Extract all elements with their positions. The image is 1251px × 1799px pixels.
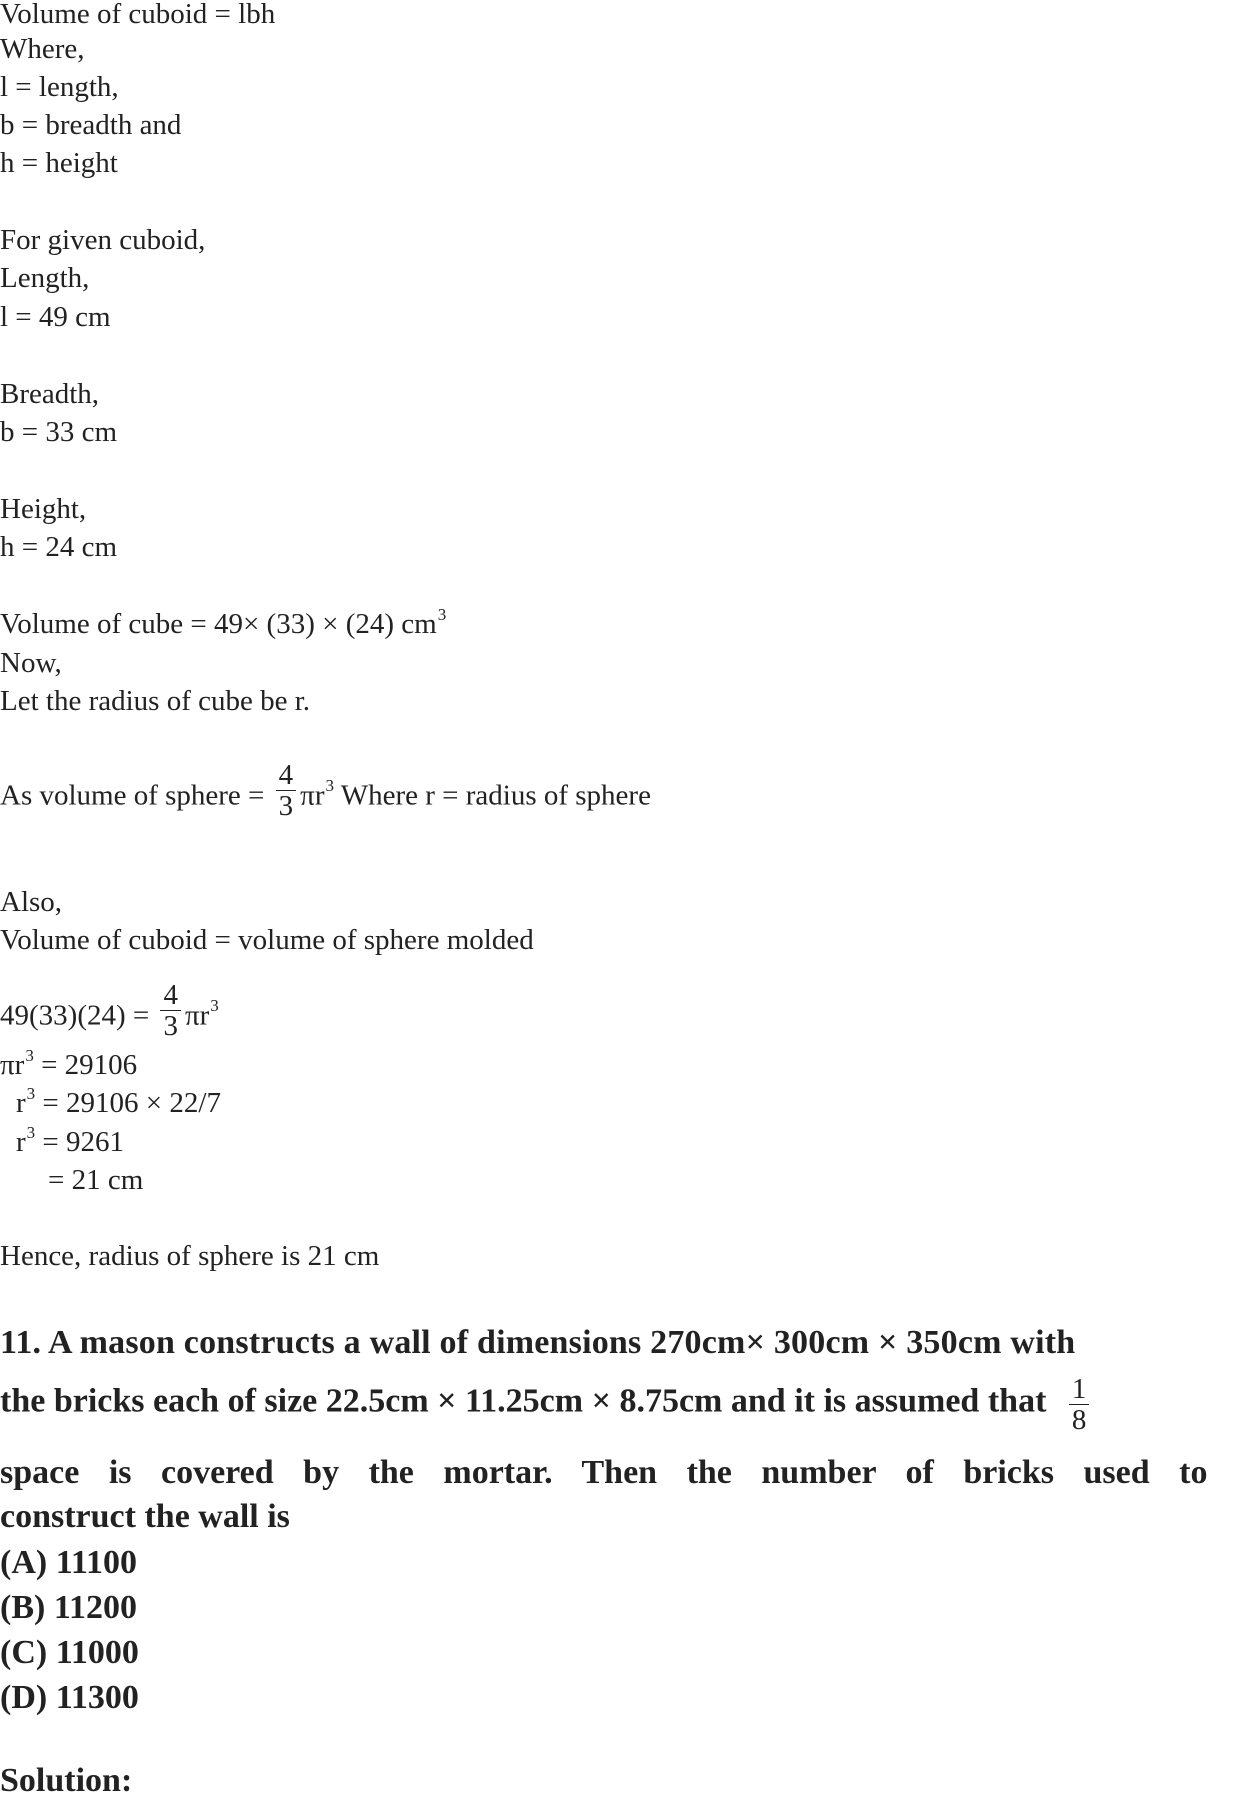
- text-run: = 29106 × 22/7: [35, 1087, 221, 1119]
- question-text: space is covered by the mortar. Then the number of bricks used to: [0, 1454, 1208, 1491]
- text-run: = 29106: [33, 1049, 138, 1081]
- exponent: 3: [26, 1084, 36, 1103]
- question-line: [0, 1456, 1251, 1490]
- text-line: l = 49 cm: [0, 301, 111, 333]
- question-line: [0, 1326, 1251, 1360]
- equation-line: [16, 1123, 125, 1158]
- text-line: l = length,: [0, 71, 119, 103]
- equation-line: [16, 1084, 221, 1119]
- text-run: πr: [184, 999, 210, 1032]
- text-run: Where r = radius of sphere: [333, 779, 651, 812]
- option-b: (B) 11200: [0, 1589, 137, 1626]
- text-run: Volume of cube = 49× (33) × (24) cm: [0, 608, 437, 640]
- option-d: (D) 11300: [0, 1679, 139, 1716]
- text-run: r: [16, 1126, 26, 1158]
- equation-line: [0, 1046, 138, 1081]
- text-run: As volume of sphere =: [0, 779, 272, 812]
- question-line-1: [0, 1326, 1248, 1360]
- fraction: [1069, 1374, 1090, 1437]
- exponent: 3: [210, 996, 219, 1016]
- text-line: Breadth,: [0, 378, 100, 410]
- exponent: 3: [25, 1046, 34, 1065]
- text-line: b = breadth and: [0, 109, 182, 141]
- text-run: = 9261: [35, 1126, 125, 1158]
- question-text: 11. A mason constructs a wall of dimensions 270cm× 300cm × 350cm with: [0, 1324, 1076, 1361]
- text-run: πr: [0, 1049, 25, 1081]
- text-line: Length,: [0, 262, 90, 294]
- text-line: Also,: [0, 886, 63, 918]
- sphere-volume-formula-line: [0, 759, 651, 829]
- fraction-numerator: 4: [160, 980, 181, 1011]
- text-line: Where,: [0, 33, 85, 65]
- question-line: [0, 1500, 1251, 1534]
- option-a: (A) 11100: [0, 1544, 137, 1581]
- fraction-denominator: 3: [278, 790, 294, 823]
- text-line: Volume of cuboid = lbh: [0, 0, 276, 30]
- text-line: Let the radius of cube be r.: [0, 685, 311, 717]
- exponent: 3: [325, 776, 334, 796]
- equation-line: [0, 979, 219, 1049]
- fraction-denominator: 8: [1071, 1404, 1087, 1437]
- text-run: πr: [300, 779, 325, 812]
- fraction: [276, 760, 297, 823]
- text-line: Now,: [0, 647, 62, 679]
- text-line: h = 24 cm: [0, 531, 118, 563]
- question-text: construct the wall is: [0, 1498, 290, 1535]
- fraction-numerator: 4: [276, 760, 297, 791]
- fraction: [160, 980, 181, 1043]
- text-line: Volume of cuboid = volume of sphere molded: [0, 924, 534, 956]
- exponent: 3: [26, 1123, 36, 1142]
- text-line: For given cuboid,: [0, 224, 206, 256]
- text-line: h = height: [0, 147, 118, 179]
- option-c: (C) 11000: [0, 1634, 139, 1671]
- text-run: 49(33)(24) =: [0, 999, 157, 1032]
- text-line: = 21 cm: [48, 1164, 144, 1196]
- text-line: Hence, radius of sphere is 21 cm: [0, 1240, 380, 1272]
- text-line: Height,: [0, 493, 87, 525]
- text-run: r: [16, 1087, 26, 1119]
- text-line: b = 33 cm: [0, 416, 118, 448]
- question-line: [0, 1372, 1251, 1435]
- question-text: the bricks each of size 22.5cm × 11.25cm × 8.75cm and it is assumed that: [0, 1382, 1047, 1420]
- volume-of-cube-line: [0, 605, 447, 640]
- fraction-numerator: 1: [1069, 1374, 1090, 1405]
- fraction-denominator: 3: [163, 1010, 178, 1043]
- exponent: 3: [437, 605, 447, 624]
- solution-heading: Solution:: [0, 1762, 133, 1799]
